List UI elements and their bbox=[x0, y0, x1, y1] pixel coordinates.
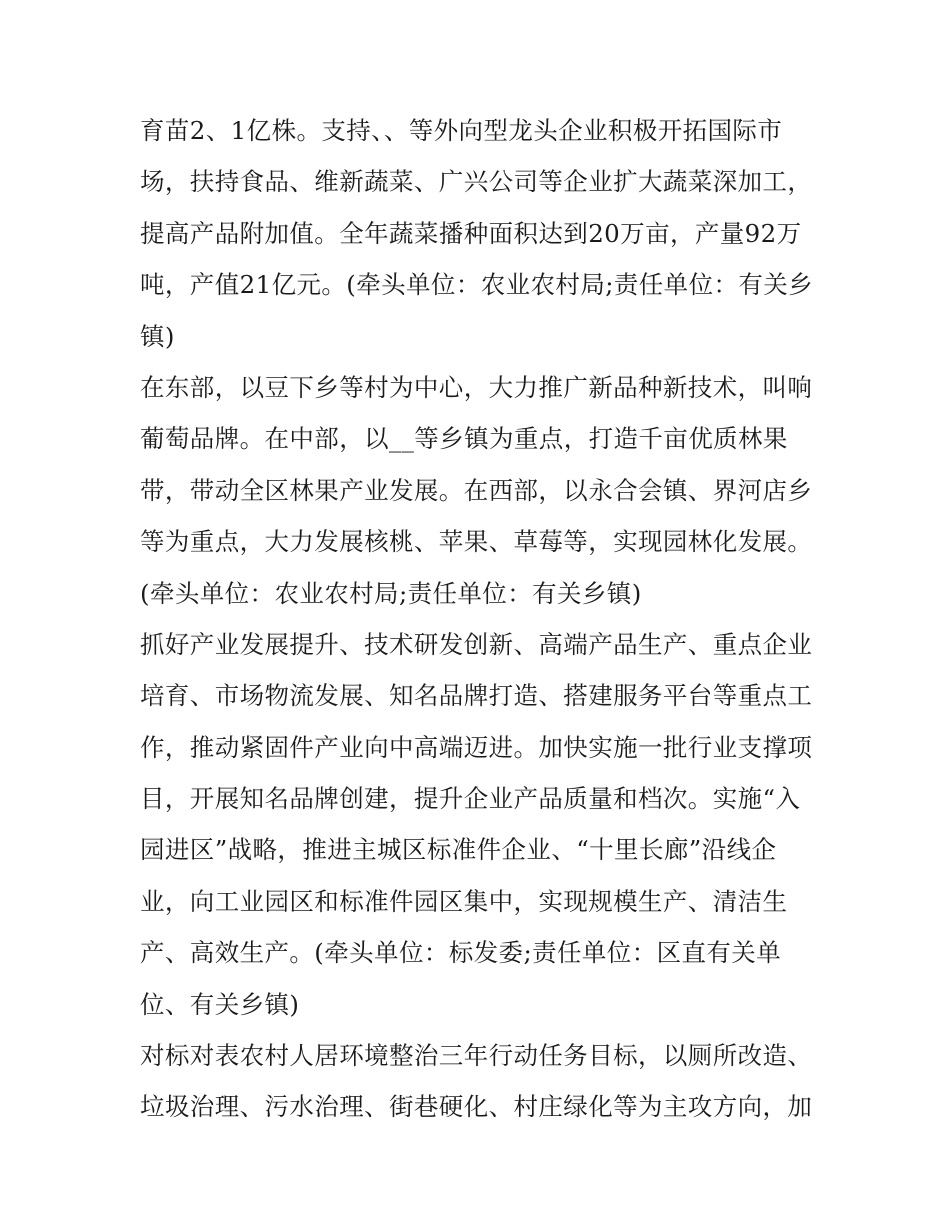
text-line: 葡萄品牌。在中部，以__等乡镇为重点，打造千亩优质林果 bbox=[140, 424, 788, 454]
paragraph-fasteners-industry bbox=[140, 619, 820, 1030]
text-line: (牵头单位：农业农村局;责任单位：有关乡镇) bbox=[140, 578, 642, 608]
paragraph-rural-environment bbox=[140, 1030, 820, 1133]
paragraph-vegetables bbox=[140, 105, 820, 362]
text-line: 位、有关乡镇) bbox=[140, 989, 300, 1019]
text-line: 抓好产业发展提升、技术研发创新、高端产品生产、重点企业 bbox=[140, 629, 813, 659]
text-line: 提高产品附加值。全年蔬菜播种面积达到20万亩，产量92万 bbox=[140, 218, 802, 248]
text-line: 产、高效生产。(牵头单位：标发委;责任单位：区直有关单 bbox=[140, 938, 782, 968]
text-line: 园进区”战略，推进主城区标准件企业、“十里长廊”沿线企 bbox=[140, 835, 777, 865]
text-line: 场，扶持食品、维新蔬菜、广兴公司等企业扩大蔬菜深加工， bbox=[140, 167, 813, 197]
text-line: 吨，产值21亿元。(牵头单位：农业农村局;责任单位：有关乡 bbox=[140, 270, 814, 300]
text-line: 育苗2、1亿株。支持、、等外向型龙头企业积极开拓国际市 bbox=[140, 116, 783, 145]
text-line: 业，向工业园区和标准件园区集中，实现规模生产、清洁生 bbox=[140, 886, 788, 916]
text-line: 镇) bbox=[140, 321, 175, 351]
document-body bbox=[140, 105, 820, 1133]
text-line: 对标对表农村人居环境整治三年行动任务目标，以厕所改造、 bbox=[140, 1041, 813, 1071]
text-line: 在东部，以豆下乡等村为中心，大力推广新品种新技术，叫响 bbox=[140, 372, 813, 402]
paragraph-fruit-forestry bbox=[140, 362, 820, 619]
text-line: 作，推动紧固件产业向中高端迈进。加快实施一批行业支撑项 bbox=[140, 732, 813, 762]
text-line: 培育、市场物流发展、知名品牌打造、搭建服务平台等重点工 bbox=[140, 681, 813, 711]
text-line: 等为重点，大力发展核桃、苹果、草莓等，实现园林化发展。 bbox=[140, 527, 813, 557]
text-line: 带，带动全区林果产业发展。在西部，以永合会镇、界河店乡 bbox=[140, 475, 813, 505]
text-line: 垃圾治理、污水治理、街巷硬化、村庄绿化等为主攻方向，加 bbox=[140, 1092, 813, 1122]
text-line: 目，开展知名品牌创建，提升企业产品质量和档次。实施“入 bbox=[140, 784, 801, 814]
